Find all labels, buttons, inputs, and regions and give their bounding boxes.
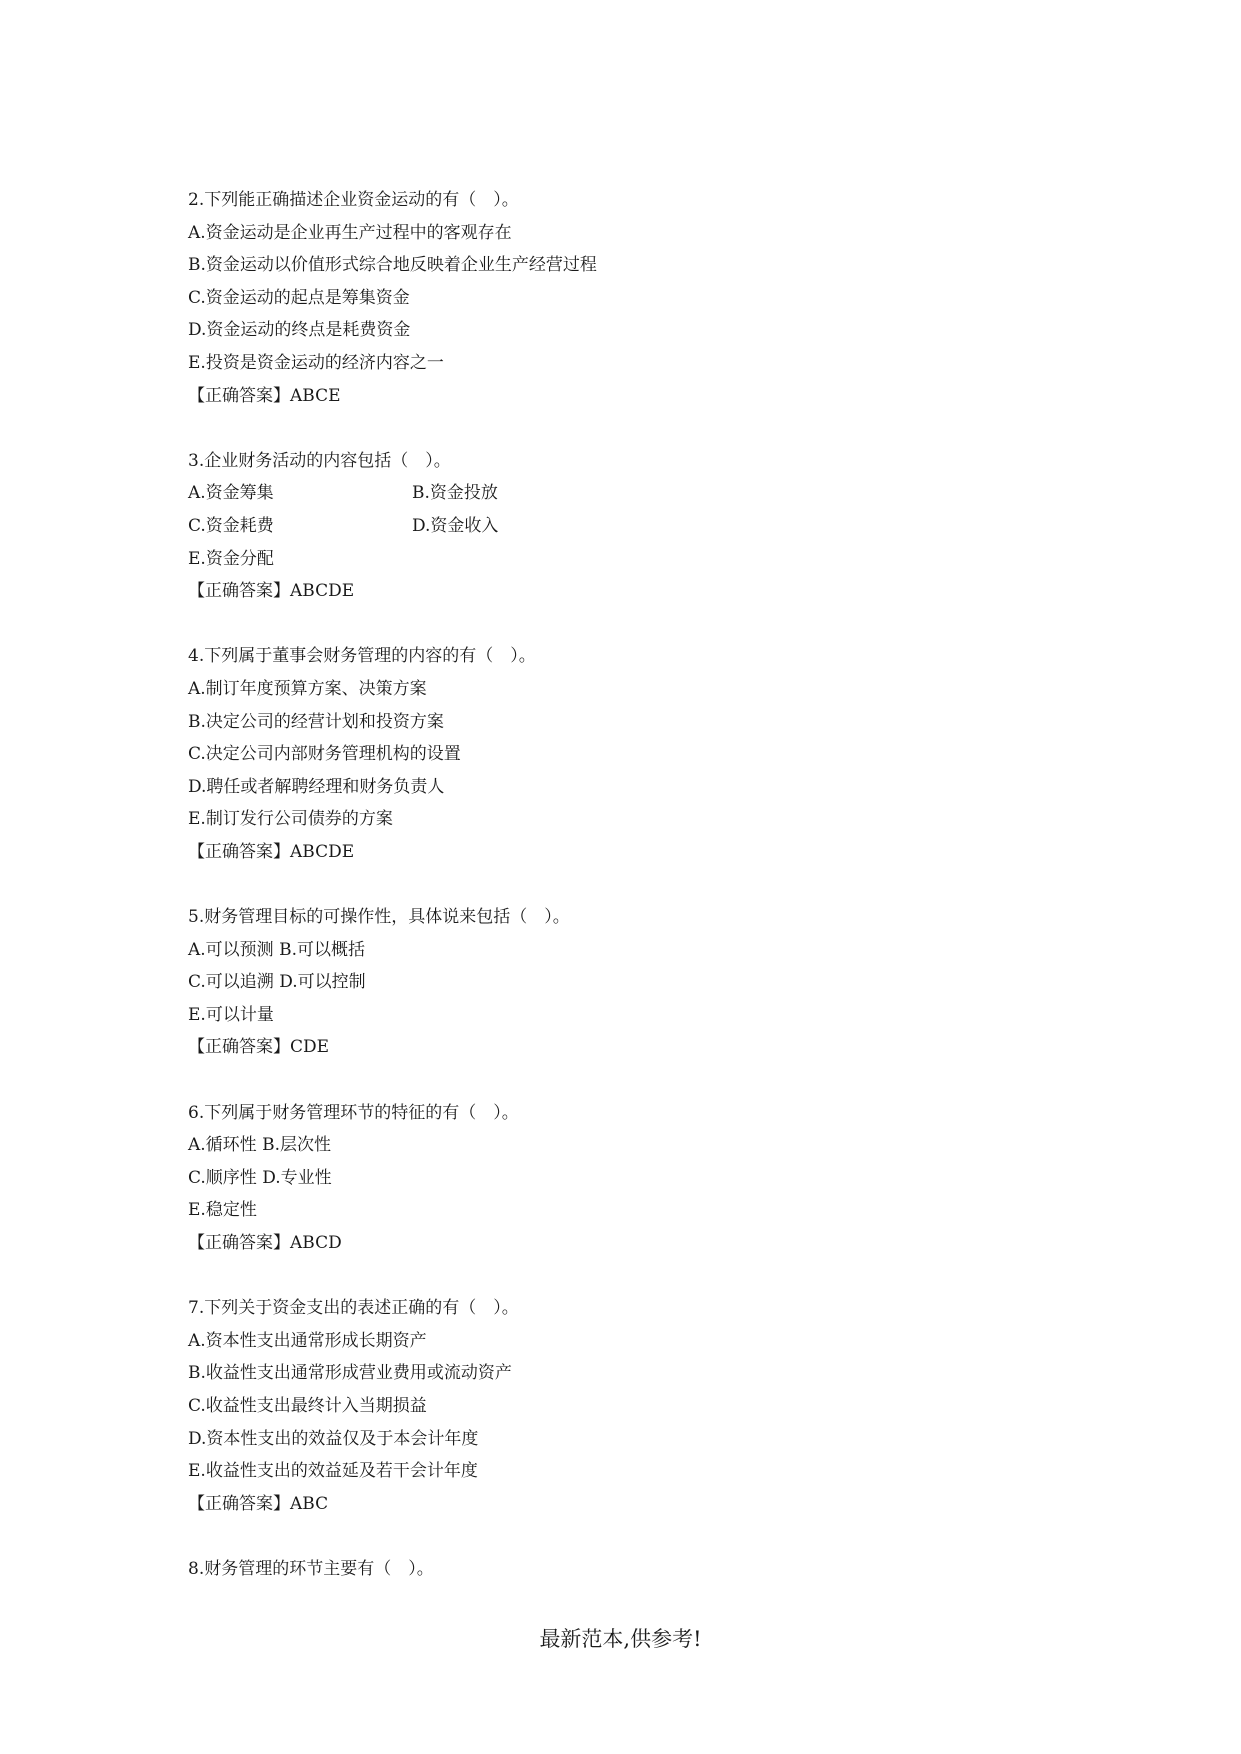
- question-stem: 3.企业财务活动的内容包括（ ）。: [188, 450, 451, 471]
- option-row: [188, 477, 1088, 510]
- option-d: D.资金收入: [412, 515, 499, 536]
- correct-answer: 【正确答案】ABCDE: [188, 581, 355, 602]
- option-e: E.收益性支出的效益延及若干会计年度: [188, 1461, 478, 1482]
- correct-answer: 【正确答案】ABC: [188, 1493, 329, 1514]
- option-b: B.资金运动以价值形式综合地反映着企业生产经营过程: [188, 255, 597, 276]
- option-e: E.投资是资金运动的经济内容之一: [188, 352, 444, 373]
- question-list: [188, 184, 1088, 1618]
- option-line: C.可以追溯 D.可以控制: [188, 972, 366, 993]
- question-7: [188, 1292, 1088, 1520]
- option-line: A.可以预测 B.可以概括: [188, 939, 365, 960]
- option-c: C.资金运动的起点是筹集资金: [188, 287, 410, 308]
- question-stem: 6.下列属于财务管理环节的特征的有（ ）。: [188, 1102, 519, 1123]
- option-line: C.顺序性 D.专业性: [188, 1167, 332, 1188]
- page-footer: 最新范本,供参考!: [539, 1627, 702, 1651]
- option-a: A.资金筹集: [188, 483, 274, 504]
- question-stem: 5.财务管理目标的可操作性，具体说来包括（ ）。: [188, 907, 570, 928]
- question-stem: 7.下列关于资金支出的表述正确的有（ ）。: [188, 1298, 519, 1319]
- option-e: E.资金分配: [188, 548, 274, 569]
- option-d: D.资金运动的终点是耗费资金: [188, 320, 411, 341]
- option-a: A.资本性支出通常形成长期资产: [188, 1330, 427, 1351]
- option-a: A.制订年度预算方案、决策方案: [188, 678, 427, 699]
- correct-answer: 【正确答案】ABCE: [188, 385, 341, 406]
- question-5: [188, 901, 1088, 1064]
- option-line: E.稳定性: [188, 1200, 257, 1221]
- option-row: [188, 510, 1088, 543]
- question-6: [188, 1097, 1088, 1260]
- option-e: E.制订发行公司债券的方案: [188, 809, 393, 830]
- question-2: [188, 184, 1088, 412]
- option-d: D.资本性支出的效益仅及于本会计年度: [188, 1428, 479, 1449]
- option-c: C.决定公司内部财务管理机构的设置: [188, 744, 461, 765]
- option-d: D.聘任或者解聘经理和财务负责人: [188, 776, 445, 797]
- option-b: B.决定公司的经营计划和投资方案: [188, 711, 444, 732]
- question-8: [188, 1553, 1088, 1586]
- option-c: C.收益性支出最终计入当期损益: [188, 1395, 427, 1416]
- option-a: A.资金运动是企业再生产过程中的客观存在: [188, 222, 512, 243]
- option-line: A.循环性 B.层次性: [188, 1135, 331, 1156]
- question-stem: 4.下列属于董事会财务管理的内容的有（ ）。: [188, 646, 536, 667]
- question-stem: 2.下列能正确描述企业资金运动的有（ ）。: [188, 190, 519, 210]
- option-b: B.资金投放: [412, 483, 498, 504]
- correct-answer: 【正确答案】ABCDE: [188, 841, 355, 862]
- question-4: [188, 640, 1088, 868]
- option-line: E.可以计量: [188, 1004, 274, 1025]
- option-c: C.资金耗费: [188, 515, 274, 536]
- question-3: [188, 445, 1088, 608]
- question-stem: 8.财务管理的环节主要有（ ）。: [188, 1558, 434, 1579]
- correct-answer: 【正确答案】ABCD: [188, 1233, 342, 1253]
- correct-answer: 【正确答案】CDE: [188, 1037, 330, 1058]
- option-b: B.收益性支出通常形成营业费用或流动资产: [188, 1363, 512, 1384]
